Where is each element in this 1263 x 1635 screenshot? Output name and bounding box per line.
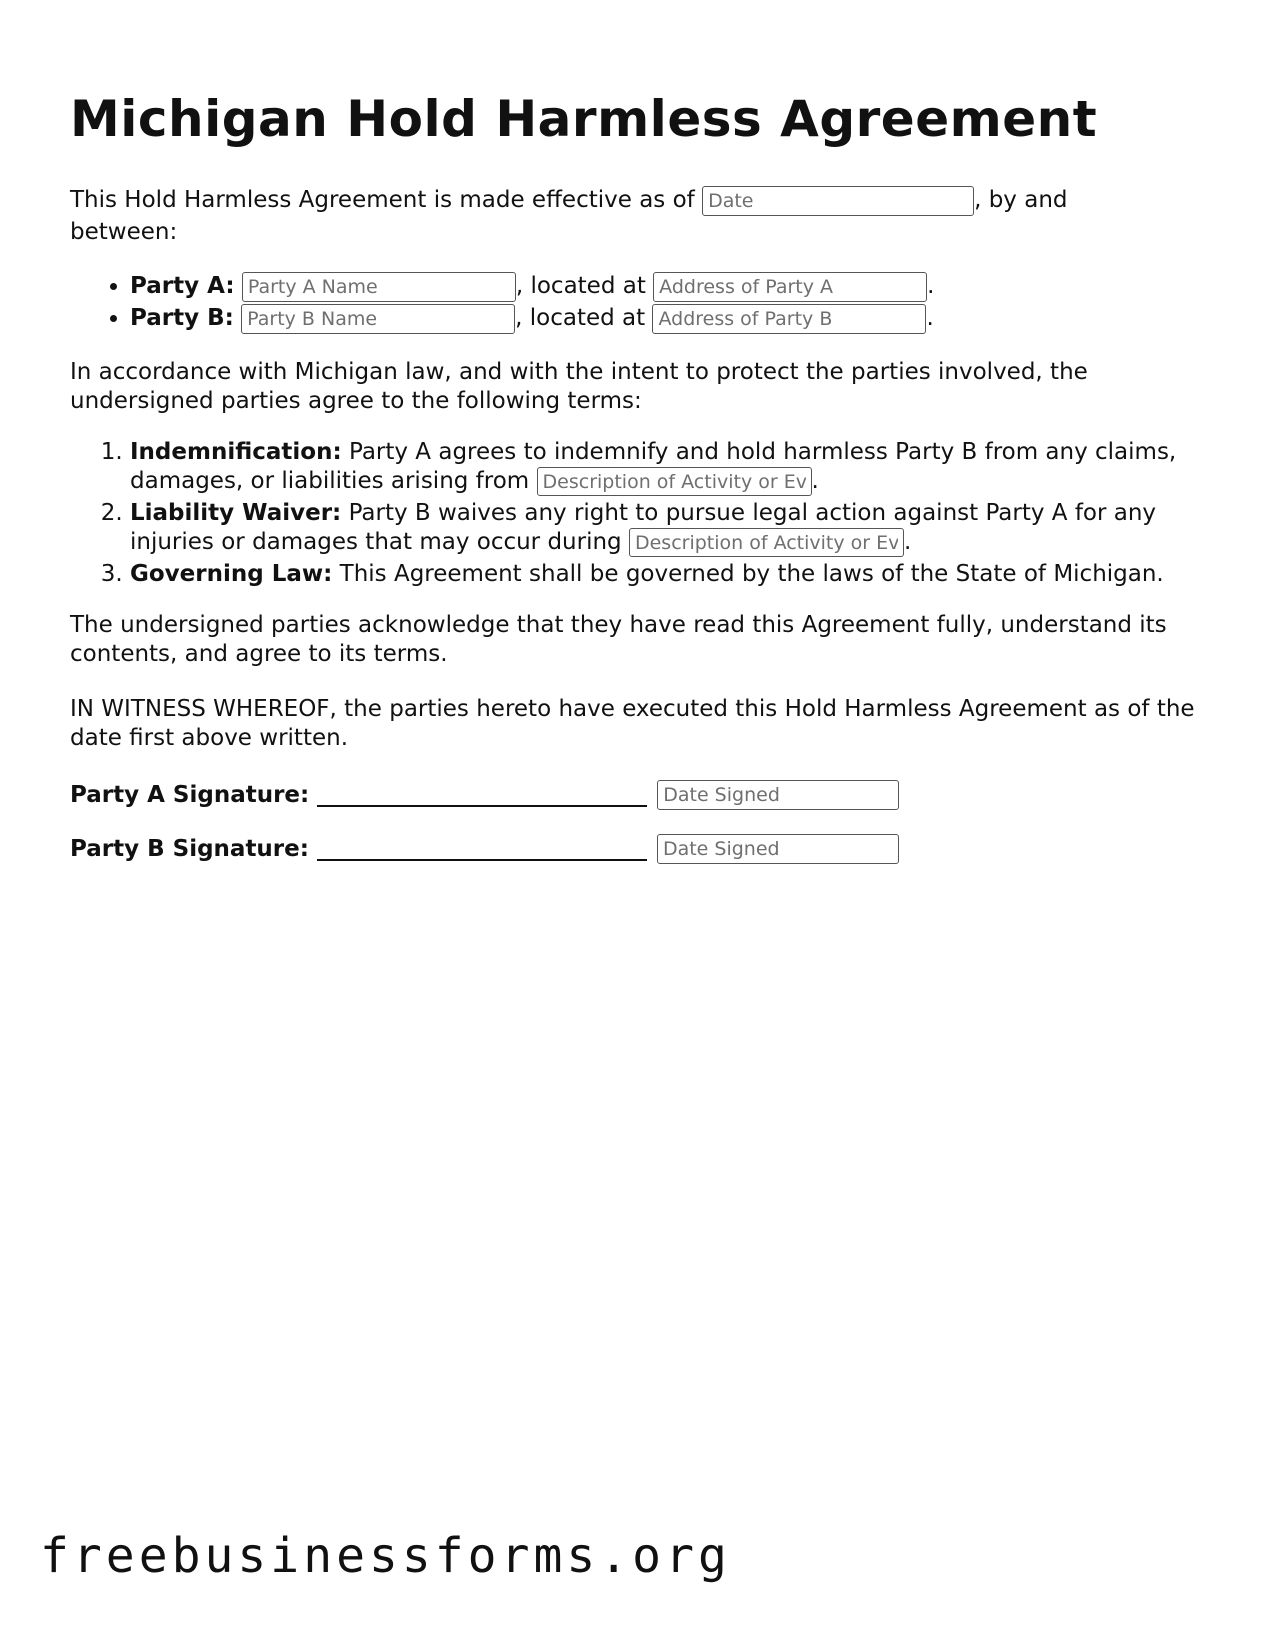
law-paragraph: In accordance with Michigan law, and with the intent to protect the parties involved, the undersigned parties agree to the following terms: <box>70 359 1088 414</box>
party-a-located-text: , located at <box>515 273 654 299</box>
effective-date-input[interactable] <box>702 186 974 216</box>
footer-watermark: freebusinessforms.org <box>40 1528 731 1584</box>
term-indemnification-end: . <box>811 468 819 494</box>
liability-activity-input[interactable] <box>629 528 904 557</box>
party-b-address-input[interactable] <box>652 304 926 334</box>
party-b-signature-row <box>70 833 1200 865</box>
page-title: Michigan Hold Harmless Agreement <box>70 90 1098 148</box>
term-governing-text: This Agreement shall be governed by the laws of the State of Michigan. <box>332 561 1164 587</box>
party-a-name-input[interactable] <box>242 272 516 302</box>
term-indemnification-text: Party A agrees to indemnify and hold harmless Party B from any claims, damages, or liabilities arising from <box>130 439 1177 494</box>
party-a-item <box>130 270 1200 302</box>
terms-list <box>70 438 1200 589</box>
party-b-signature-line[interactable] <box>317 837 647 861</box>
intro-text: This Hold Harmless Agreement is made effective as of <box>70 187 703 213</box>
party-a-address-input[interactable] <box>653 272 927 302</box>
term-liability-end: . <box>903 529 912 555</box>
party-b-end: . <box>926 305 934 331</box>
term-indemnification <box>130 438 1200 496</box>
party-b-located-text: , located at <box>515 305 653 331</box>
term-liability-text: Party B waives any right to pursue legal action against Party A for any injuries or damages that may occur during <box>130 500 1157 555</box>
term-indemnification-heading: Indemnification: <box>130 439 342 465</box>
party-a-end: . <box>927 273 935 299</box>
party-b-date-signed-input[interactable] <box>657 834 899 864</box>
party-a-signature-line[interactable] <box>317 783 647 807</box>
party-b-name-input[interactable] <box>241 304 515 334</box>
intro-text-line2: between: <box>70 219 178 245</box>
party-b-label: Party B: <box>130 305 234 331</box>
intro-paragraph <box>70 184 1200 248</box>
document <box>70 0 1200 865</box>
party-a-signature-row <box>70 779 1200 811</box>
term-liability-waiver <box>130 499 1200 557</box>
term-governing-heading: Governing Law: <box>130 561 333 587</box>
witness-paragraph: IN WITNESS WHEREOF, the parties hereto have executed this Hold Harmless Agreement as of the date first above written. <box>70 696 1195 751</box>
intro-text-after: , by and <box>974 187 1068 213</box>
party-b-item <box>130 302 1200 334</box>
indemnification-activity-input[interactable] <box>537 467 812 496</box>
party-a-date-signed-input[interactable] <box>657 780 899 810</box>
parties-list <box>70 270 1200 334</box>
acknowledge-paragraph: The undersigned parties acknowledge that they have read this Agreement fully, understand its contents, and agree to its terms. <box>70 612 1167 667</box>
party-a-signature-label: Party A Signature: <box>70 782 310 808</box>
party-a-label: Party A: <box>130 273 235 299</box>
party-b-signature-label: Party B Signature: <box>70 836 309 862</box>
term-liability-heading: Liability Waiver: <box>130 500 342 526</box>
term-governing-law <box>130 560 1200 589</box>
